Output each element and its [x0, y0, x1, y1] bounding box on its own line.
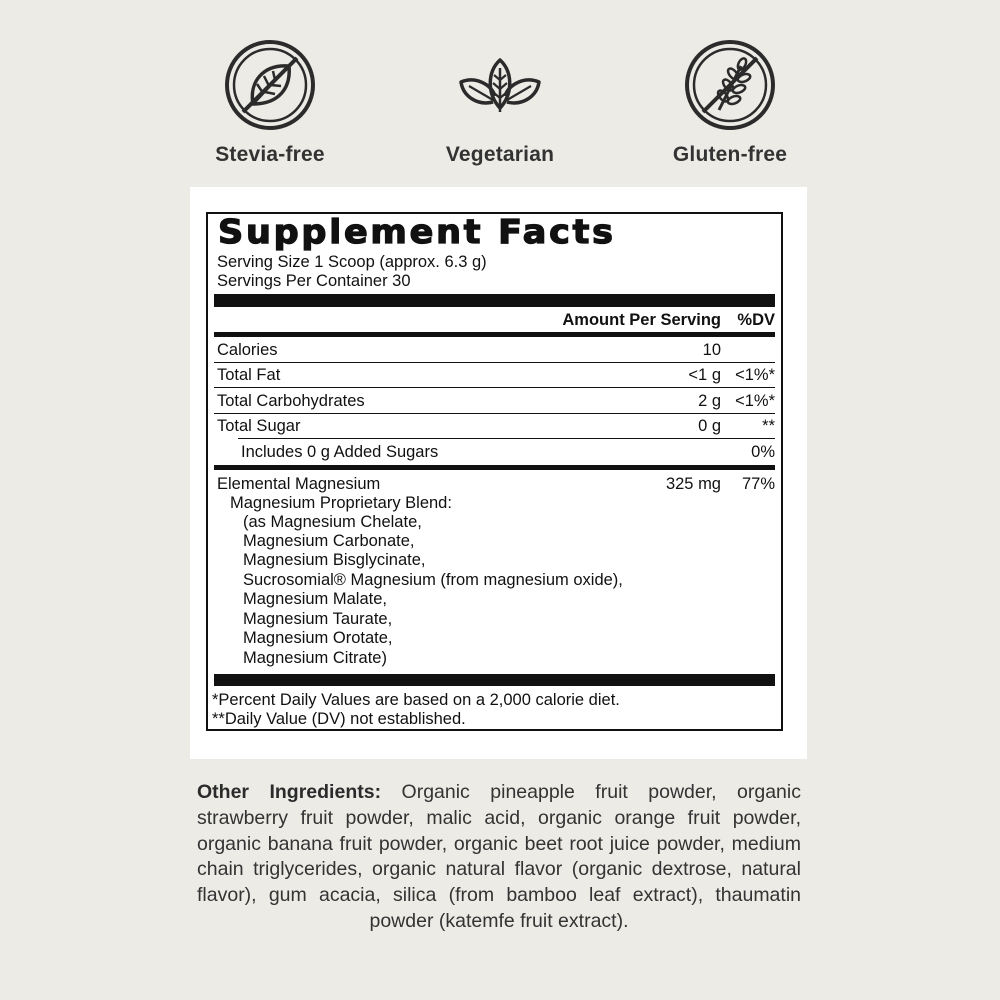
row-divider	[214, 387, 775, 388]
no-stevia-leaf-icon	[223, 38, 317, 132]
nutrient-amount: 2 g	[698, 392, 721, 410]
blend-item: Magnesium Citrate)	[243, 649, 387, 667]
footnote-dv-not-established: **Daily Value (DV) not established.	[212, 710, 466, 728]
other-ingredients-text: Organic pineapple fruit powder, organic strawberry fruit powder, malic acid, organic orange fruit powder, organic banana fruit powder, organic beet root juice powder, medium chain triglycerides, organic natural flavor (organic dextrose, natural flavor), gum acacia, silica (from bamboo leaf extract), thaumatin powder (katemfe fruit extract).	[197, 781, 801, 932]
no-wheat-icon	[683, 38, 777, 132]
thick-divider	[214, 294, 775, 307]
header-amount: Amount Per Serving	[562, 311, 721, 329]
magnesium-dv: 77%	[741, 475, 775, 493]
blend-item: Sucrosomial® Magnesium (from magnesium oxide),	[243, 571, 623, 589]
supplement-facts-box	[206, 212, 783, 731]
leaves-icon	[453, 38, 547, 132]
badge-gluten-free	[640, 38, 820, 167]
blend-item: Magnesium Orotate,	[243, 629, 393, 647]
nutrient-name: Calories	[217, 341, 278, 359]
row-divider	[214, 413, 775, 414]
nutrient-name: Includes 0 g Added Sugars	[241, 443, 439, 461]
thick-divider	[214, 674, 775, 686]
serving-size: Serving Size 1 Scoop (approx. 6.3 g)	[217, 253, 487, 271]
other-ingredients	[197, 780, 801, 935]
blend-item: Magnesium Malate,	[243, 590, 387, 608]
blend-item: Magnesium Bisglycinate,	[243, 551, 426, 569]
badge-stevia-free	[180, 38, 360, 167]
medium-divider	[214, 465, 775, 470]
magnesium-name: Elemental Magnesium	[217, 475, 381, 493]
medium-divider	[214, 332, 775, 337]
row-divider	[238, 438, 775, 439]
header-dv: %DV	[737, 311, 775, 329]
nutrient-dv: <1%*	[735, 366, 775, 384]
badge-label: Vegetarian	[445, 143, 555, 166]
nutrient-dv: 0%	[751, 443, 775, 461]
nutrient-dv: **	[762, 417, 775, 435]
row-divider	[214, 362, 775, 363]
other-ingredients-label: Other Ingredients:	[197, 781, 382, 803]
badge-vegetarian	[410, 38, 590, 167]
nutrient-name: Total Sugar	[217, 417, 301, 435]
blend-title: Magnesium Proprietary Blend:	[230, 494, 452, 512]
nutrient-amount: <1 g	[688, 366, 721, 384]
magnesium-amount: 325 mg	[665, 475, 721, 493]
badge-label: Stevia-free	[215, 143, 325, 166]
facts-title: Supplement Facts	[218, 212, 616, 251]
badge-label: Gluten-free	[672, 143, 788, 166]
footnote-percent-dv: *Percent Daily Values are based on a 2,000 calorie diet.	[212, 691, 620, 709]
nutrient-name: Total Fat	[217, 366, 281, 384]
nutrient-amount: 10	[702, 341, 721, 359]
nutrient-name: Total Carbohydrates	[217, 392, 365, 410]
nutrient-dv: <1%*	[735, 392, 775, 410]
blend-item: Magnesium Taurate,	[243, 610, 393, 628]
blend-item: (as Magnesium Chelate,	[243, 513, 422, 531]
servings-per-container: Servings Per Container 30	[217, 272, 411, 290]
nutrient-amount: 0 g	[698, 417, 721, 435]
blend-item: Magnesium Carbonate,	[243, 532, 415, 550]
